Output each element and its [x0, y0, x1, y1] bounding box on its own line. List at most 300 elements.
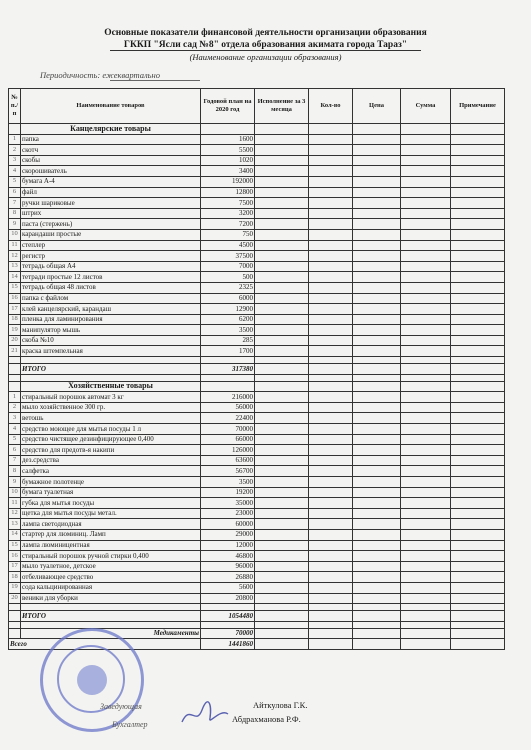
official-stamp — [40, 628, 144, 732]
empty-cell — [353, 529, 401, 540]
col-plan: Годовой план на 2020 год — [201, 89, 255, 124]
empty-cell — [255, 314, 309, 325]
empty-cell — [451, 357, 505, 364]
table-row — [9, 261, 505, 272]
empty-cell — [309, 272, 353, 283]
empty-cell — [353, 611, 401, 622]
empty-cell — [401, 166, 451, 177]
item-name: регистр — [21, 251, 201, 262]
empty-cell — [401, 325, 451, 336]
table-row — [9, 582, 505, 593]
col-quantity: Кол-во — [309, 89, 353, 124]
annual-plan: 20800 — [201, 593, 255, 604]
empty-cell — [255, 166, 309, 177]
annual-plan: 22400 — [201, 413, 255, 424]
empty-cell — [451, 628, 505, 639]
annual-plan: 2325 — [201, 282, 255, 293]
empty-cell — [309, 155, 353, 166]
empty-cell — [451, 176, 505, 187]
empty-cell — [309, 364, 353, 375]
table-row — [9, 551, 505, 562]
empty-cell — [353, 508, 401, 519]
empty-cell — [255, 240, 309, 251]
empty-cell — [255, 413, 309, 424]
empty-cell — [255, 477, 309, 488]
empty-cell — [401, 251, 451, 262]
spacer-row — [9, 604, 505, 611]
table-row — [9, 166, 505, 177]
empty-cell — [451, 508, 505, 519]
item-name: штрих — [21, 208, 201, 219]
table-row — [9, 282, 505, 293]
col-number: № п./п — [9, 89, 21, 124]
empty-cell — [353, 364, 401, 375]
empty-cell — [309, 466, 353, 477]
row-number: 7 — [9, 198, 21, 209]
table-row — [9, 187, 505, 198]
annual-plan: 35000 — [201, 498, 255, 509]
row-number: 17 — [9, 304, 21, 315]
empty-cell — [309, 335, 353, 346]
row-number: 2 — [9, 145, 21, 156]
annual-plan: 96000 — [201, 561, 255, 572]
empty-cell — [309, 582, 353, 593]
grand-total-value: 1441860 — [201, 639, 255, 650]
empty-cell — [451, 229, 505, 240]
empty-cell — [401, 145, 451, 156]
annual-plan: 126000 — [201, 445, 255, 456]
table-row — [9, 134, 505, 145]
empty-cell — [309, 551, 353, 562]
empty-cell — [309, 487, 353, 498]
empty-cell — [401, 187, 451, 198]
empty-cell — [401, 572, 451, 583]
empty-cell — [255, 487, 309, 498]
empty-cell — [451, 611, 505, 622]
empty-cell — [309, 219, 353, 230]
item-name: дез.средства — [21, 455, 201, 466]
empty-cell — [451, 582, 505, 593]
empty-cell — [309, 402, 353, 413]
empty-cell — [353, 325, 401, 336]
empty-cell — [9, 374, 21, 381]
item-name: скотч — [21, 145, 201, 156]
empty-cell — [255, 551, 309, 562]
empty-cell — [401, 498, 451, 509]
table-row — [9, 304, 505, 315]
empty-cell — [353, 346, 401, 357]
annual-plan: 1600 — [201, 134, 255, 145]
empty-cell — [353, 374, 401, 381]
empty-cell — [401, 402, 451, 413]
empty-cell — [255, 198, 309, 209]
empty-cell — [401, 582, 451, 593]
row-number: 10 — [9, 229, 21, 240]
row-number: 3 — [9, 413, 21, 424]
empty-cell — [255, 176, 309, 187]
empty-cell — [353, 519, 401, 530]
item-name: папка — [21, 134, 201, 145]
empty-cell — [255, 455, 309, 466]
annual-plan: 5500 — [201, 145, 255, 156]
empty-cell — [353, 272, 401, 283]
empty-cell — [401, 176, 451, 187]
table-row — [9, 540, 505, 551]
accountant-name: Абдрахманова Р.Ф. — [232, 714, 301, 724]
empty-cell — [309, 561, 353, 572]
empty-cell — [353, 424, 401, 435]
empty-cell — [255, 134, 309, 145]
empty-cell — [255, 593, 309, 604]
item-name: папка с файлом — [21, 293, 201, 304]
empty-cell — [353, 240, 401, 251]
empty-cell — [401, 487, 451, 498]
empty-cell — [309, 346, 353, 357]
annual-plan: 46800 — [201, 551, 255, 562]
empty-cell — [309, 293, 353, 304]
empty-cell — [309, 261, 353, 272]
item-name: ручки шариковые — [21, 198, 201, 209]
empty-cell — [255, 374, 309, 381]
empty-cell — [309, 572, 353, 583]
empty-cell — [401, 529, 451, 540]
empty-cell — [255, 508, 309, 519]
item-name: сода кальцинированная — [21, 582, 201, 593]
empty-cell — [9, 621, 21, 628]
empty-cell — [451, 572, 505, 583]
row-number: 10 — [9, 487, 21, 498]
annual-plan: 3500 — [201, 477, 255, 488]
empty-cell — [451, 529, 505, 540]
empty-cell — [401, 445, 451, 456]
empty-cell — [255, 466, 309, 477]
row-number: 5 — [9, 176, 21, 187]
empty-cell — [309, 374, 353, 381]
empty-cell — [401, 346, 451, 357]
table-row — [9, 293, 505, 304]
empty-cell — [451, 498, 505, 509]
empty-cell — [309, 304, 353, 315]
empty-cell — [255, 357, 309, 364]
empty-cell — [353, 572, 401, 583]
section-header — [9, 124, 505, 135]
empty-cell — [309, 187, 353, 198]
table-row — [9, 346, 505, 357]
empty-cell — [353, 219, 401, 230]
total-row-household-label: ИТОГО — [21, 611, 201, 622]
empty-cell — [451, 487, 505, 498]
table-row — [9, 561, 505, 572]
row-number: 6 — [9, 187, 21, 198]
item-name: щетка для мытья посуды метал. — [21, 508, 201, 519]
empty-cell — [401, 304, 451, 315]
row-number: 17 — [9, 561, 21, 572]
empty-cell — [401, 314, 451, 325]
empty-cell — [255, 519, 309, 530]
empty-cell — [401, 519, 451, 530]
empty-cell — [255, 611, 309, 622]
empty-cell — [451, 134, 505, 145]
spacer-row — [9, 374, 505, 381]
row-number: 18 — [9, 314, 21, 325]
empty-cell — [401, 272, 451, 283]
row-number: 1 — [9, 134, 21, 145]
total-row-household-value: 1054480 — [201, 611, 255, 622]
financial-table — [8, 88, 505, 650]
empty-cell — [255, 229, 309, 240]
empty-cell — [201, 621, 255, 628]
empty-cell — [255, 540, 309, 551]
empty-cell — [401, 357, 451, 364]
row-number: 16 — [9, 551, 21, 562]
empty-cell — [9, 357, 21, 364]
table-row — [9, 325, 505, 336]
empty-cell — [21, 621, 201, 628]
empty-cell — [201, 381, 255, 392]
empty-cell — [255, 155, 309, 166]
table-row — [9, 508, 505, 519]
empty-cell — [309, 381, 353, 392]
item-name: веники для уборки — [21, 593, 201, 604]
empty-cell — [451, 445, 505, 456]
item-name: скорошиватель — [21, 166, 201, 177]
medicines-label: Медикаменты — [21, 628, 201, 639]
empty-cell — [309, 282, 353, 293]
item-name: ветошь — [21, 413, 201, 424]
empty-cell — [353, 628, 401, 639]
item-name: пленка для ламинирования — [21, 314, 201, 325]
row-number: 4 — [9, 166, 21, 177]
empty-cell — [353, 176, 401, 187]
empty-cell — [401, 293, 451, 304]
empty-cell — [309, 455, 353, 466]
empty-cell — [451, 314, 505, 325]
empty-cell — [255, 498, 309, 509]
empty-cell — [309, 314, 353, 325]
spacer-row — [9, 357, 505, 364]
grand-total-label: Всего — [9, 639, 201, 650]
row-number: 19 — [9, 582, 21, 593]
empty-cell — [451, 381, 505, 392]
empty-cell — [401, 604, 451, 611]
empty-cell — [353, 145, 401, 156]
empty-cell — [353, 155, 401, 166]
empty-cell — [309, 208, 353, 219]
table-row — [9, 529, 505, 540]
empty-cell — [353, 551, 401, 562]
empty-cell — [201, 374, 255, 381]
annual-plan: 750 — [201, 229, 255, 240]
row-number: 9 — [9, 219, 21, 230]
annual-plan: 29000 — [201, 529, 255, 540]
total-row-office-label: ИТОГО — [21, 364, 201, 375]
empty-cell — [451, 219, 505, 230]
empty-cell — [353, 381, 401, 392]
empty-cell — [353, 392, 401, 403]
row-number: 11 — [9, 498, 21, 509]
empty-cell — [401, 198, 451, 209]
section-header — [9, 381, 505, 392]
empty-cell — [255, 187, 309, 198]
empty-cell — [451, 304, 505, 315]
empty-cell — [451, 551, 505, 562]
item-name: средство для предотв-я накипи — [21, 445, 201, 456]
empty-cell — [309, 621, 353, 628]
empty-cell — [353, 413, 401, 424]
empty-cell — [255, 335, 309, 346]
row-number: 12 — [9, 251, 21, 262]
empty-cell — [401, 392, 451, 403]
table-row — [9, 392, 505, 403]
table-row — [9, 487, 505, 498]
item-name: паста (стержень) — [21, 219, 201, 230]
total-row-office-value: 317380 — [201, 364, 255, 375]
empty-cell — [401, 611, 451, 622]
row-number: 20 — [9, 335, 21, 346]
annual-plan: 7200 — [201, 219, 255, 230]
empty-cell — [401, 551, 451, 562]
row-number: 13 — [9, 261, 21, 272]
row-number: 18 — [9, 572, 21, 583]
annual-plan: 66000 — [201, 434, 255, 445]
annual-plan: 3200 — [201, 208, 255, 219]
empty-cell — [451, 374, 505, 381]
empty-cell — [353, 282, 401, 293]
table-row — [9, 176, 505, 187]
spacer-row — [9, 621, 505, 628]
item-name: стиральный порошок автомат 3 кг — [21, 392, 201, 403]
empty-cell — [255, 304, 309, 315]
empty-cell — [255, 582, 309, 593]
empty-cell — [401, 455, 451, 466]
empty-cell — [353, 198, 401, 209]
table-row — [9, 445, 505, 456]
empty-cell — [401, 621, 451, 628]
col-price: Цена — [353, 89, 401, 124]
annual-plan: 500 — [201, 272, 255, 283]
empty-cell — [309, 639, 353, 650]
empty-cell — [451, 145, 505, 156]
empty-cell — [451, 364, 505, 375]
empty-cell — [309, 166, 353, 177]
empty-cell — [309, 251, 353, 262]
empty-cell — [309, 392, 353, 403]
annual-plan: 23000 — [201, 508, 255, 519]
empty-cell — [353, 487, 401, 498]
empty-cell — [309, 611, 353, 622]
empty-cell — [309, 145, 353, 156]
item-name: средство моющее для мытья посуды 1 л — [21, 424, 201, 435]
empty-cell — [401, 628, 451, 639]
section-title: Хозяйственные товары — [21, 381, 201, 392]
empty-cell — [401, 424, 451, 435]
table-row — [9, 477, 505, 488]
empty-cell — [401, 639, 451, 650]
table-row — [9, 413, 505, 424]
empty-cell — [255, 346, 309, 357]
annual-plan: 60000 — [201, 519, 255, 530]
empty-cell — [401, 466, 451, 477]
empty-cell — [353, 335, 401, 346]
empty-cell — [201, 604, 255, 611]
item-name: карандаши простые — [21, 229, 201, 240]
empty-cell — [401, 381, 451, 392]
empty-cell — [9, 604, 21, 611]
empty-cell — [255, 529, 309, 540]
item-name: тетрадь общая А4 — [21, 261, 201, 272]
empty-cell — [353, 134, 401, 145]
empty-cell — [451, 593, 505, 604]
empty-cell — [353, 166, 401, 177]
table-row — [9, 335, 505, 346]
row-number: 7 — [9, 455, 21, 466]
empty-cell — [401, 282, 451, 293]
table-row — [9, 145, 505, 156]
accountant-label: Бухгалтер — [112, 720, 148, 729]
empty-cell — [353, 498, 401, 509]
empty-cell — [255, 424, 309, 435]
row-number: 20 — [9, 593, 21, 604]
annual-plan: 56700 — [201, 466, 255, 477]
empty-cell — [401, 208, 451, 219]
empty-cell — [255, 604, 309, 611]
empty-cell — [401, 540, 451, 551]
table-row — [9, 198, 505, 209]
annual-plan: 285 — [201, 335, 255, 346]
annual-plan: 1700 — [201, 346, 255, 357]
empty-cell — [401, 240, 451, 251]
annual-plan: 7000 — [201, 261, 255, 272]
empty-cell — [451, 519, 505, 530]
table-row — [9, 424, 505, 435]
annual-plan: 70000 — [201, 424, 255, 435]
empty-cell — [255, 381, 309, 392]
item-name: мыло хозяйственное 300 гр. — [21, 402, 201, 413]
table-row — [9, 219, 505, 230]
table-row — [9, 434, 505, 445]
empty-cell — [353, 261, 401, 272]
empty-cell — [451, 155, 505, 166]
item-name: лампа светодиодная — [21, 519, 201, 530]
item-name: клей канцелярский, карандаш — [21, 304, 201, 315]
empty-cell — [255, 445, 309, 456]
empty-cell — [309, 134, 353, 145]
item-name: мыло туалетное, детское — [21, 561, 201, 572]
empty-cell — [309, 357, 353, 364]
empty-cell — [255, 561, 309, 572]
empty-cell — [309, 176, 353, 187]
item-name: краска штемпельная — [21, 346, 201, 357]
row-number: 21 — [9, 346, 21, 357]
annual-plan: 3500 — [201, 325, 255, 336]
table-row — [9, 272, 505, 283]
empty-cell — [21, 357, 201, 364]
item-name: степлер — [21, 240, 201, 251]
empty-cell — [451, 402, 505, 413]
empty-cell — [353, 540, 401, 551]
report-title: Основные показатели финансовой деятельности организации образования — [104, 28, 427, 38]
col-sum: Сумма — [401, 89, 451, 124]
organization-name — [0, 40, 531, 50]
row-number: 14 — [9, 272, 21, 283]
empty-cell — [401, 364, 451, 375]
table-row — [9, 240, 505, 251]
annual-plan: 56000 — [201, 402, 255, 413]
item-name: файл — [21, 187, 201, 198]
row-number: 9 — [9, 477, 21, 488]
empty-cell — [309, 445, 353, 456]
empty-cell — [309, 604, 353, 611]
